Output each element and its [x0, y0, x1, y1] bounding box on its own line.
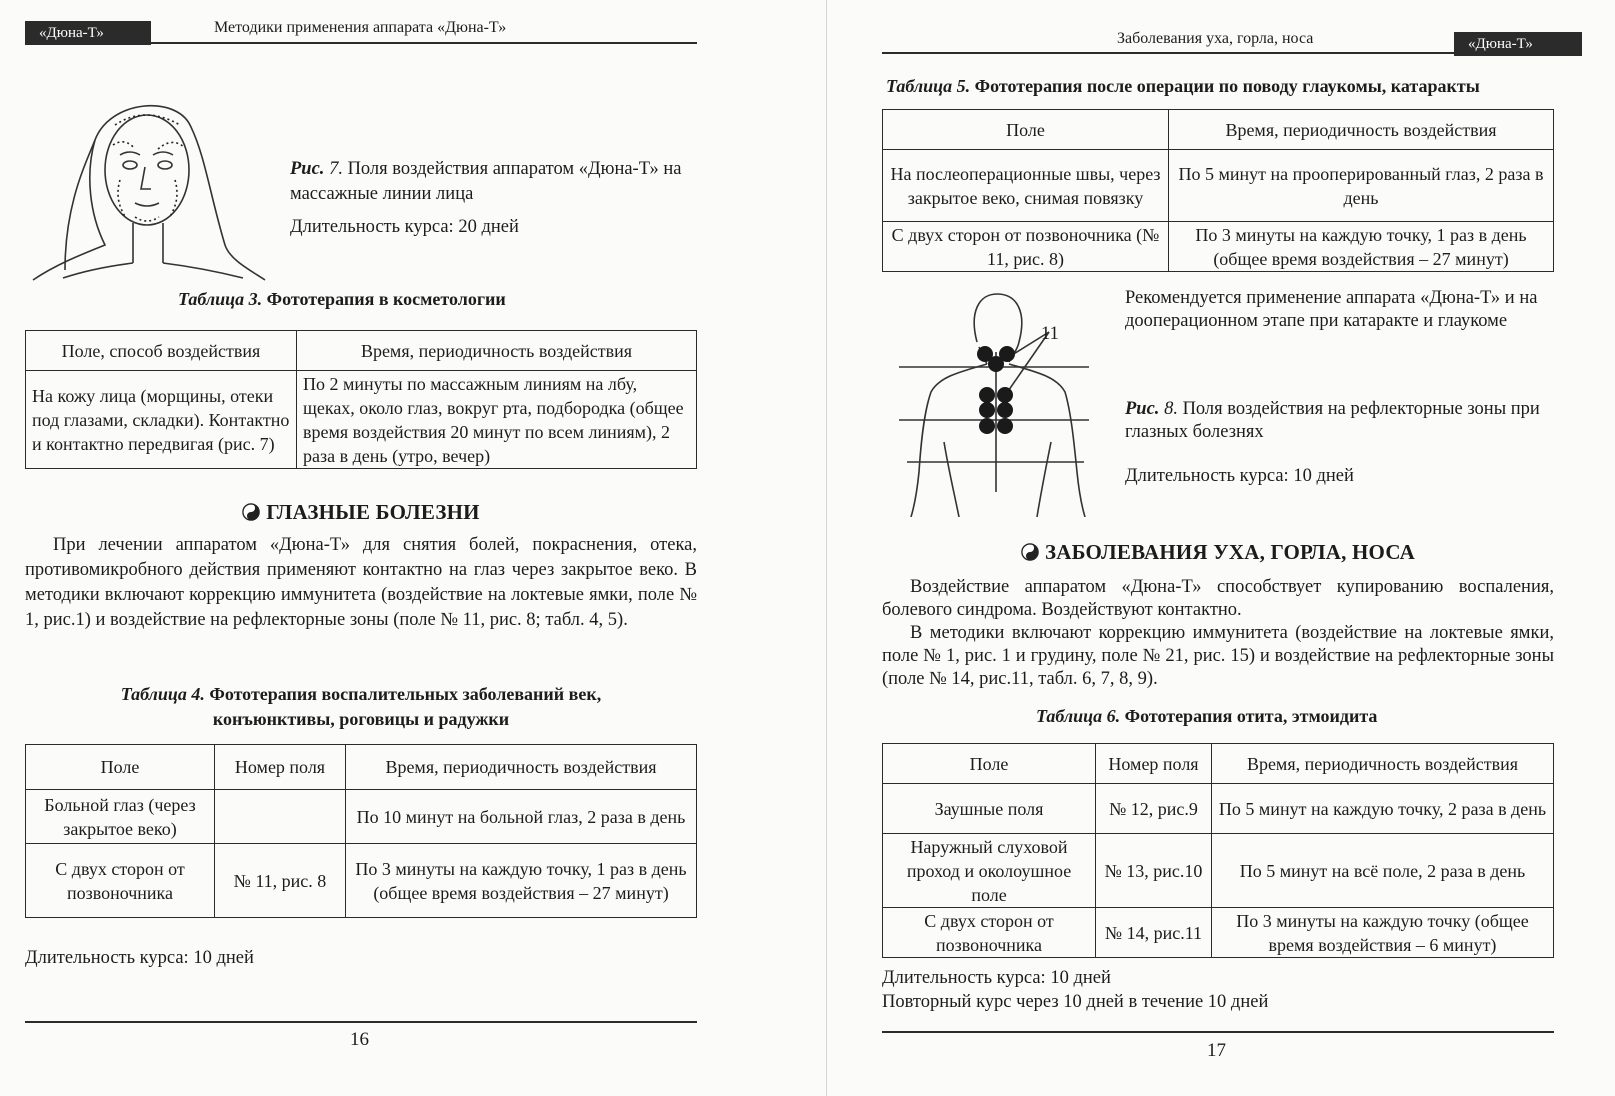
fig7-caption: Рис. 7. Поля воздействия аппаратом «Дюна-Т» на массажные линии лица — [290, 159, 682, 204]
table6-cell: № 14, рис.11 — [1096, 908, 1212, 958]
table5-header: Время, периодичность воздействия — [1169, 110, 1554, 150]
table4-header: Номер поля — [215, 745, 346, 790]
table5-header: Поле — [883, 110, 1169, 150]
table5-caption: Таблица 5. Фототерапия после операции по поводу глаукомы, катаракты — [886, 76, 1480, 96]
table5 — [882, 109, 1554, 272]
table3-cell: По 2 минуты по массажным линиям на лбу, щеках, около глаз, вокруг рта, подбородка (общее время воздействия 20 минут по всем линиям), 2 раза в день (утро, вечер) — [297, 371, 697, 469]
yin-yang-icon — [242, 503, 260, 521]
table6-cell: № 12, рис.9 — [1096, 784, 1212, 834]
face-outline — [105, 115, 189, 225]
footer-rule — [882, 1031, 1554, 1033]
header-title: Заболевания уха, горла, носа — [1117, 30, 1314, 47]
brand-badge: «Дюна-Т» — [25, 21, 151, 45]
fig7-course: Длительность курса: 20 дней — [290, 217, 519, 237]
hair-outline — [65, 106, 265, 280]
footer-rule — [25, 1021, 697, 1023]
table4-cell: По 3 минуты на каждую точку, 1 раз в день (общее время воздействия – 27 минут) — [346, 844, 697, 918]
table4-cell: Больной глаз (через закрытое веко) — [26, 790, 215, 844]
left-shoulder-arm — [911, 364, 987, 517]
eye-paragraph: При лечении аппаратом «Дюна-Т» для снятия болей, покраснения, отека, противомикробного действия применяют контактно на глаз через закрытое веко. В методики включают коррекцию иммунитета (воздействие на локтевые ямки, поле № 1, рис.1) и воздействие на рефлекторные зоны (поле № 11, рис. 8; табл. 4, 5). — [25, 535, 697, 630]
table5-cell: По 5 минут на прооперированный глаз, 2 раза в день — [1169, 150, 1554, 222]
page-number: 17 — [1207, 1040, 1226, 1061]
table4-cell: № 11, рис. 8 — [215, 844, 346, 918]
section-heading-ent: ЗАБОЛЕВАНИЯ УХА, ГОРЛА, НОСА — [882, 540, 1554, 565]
table3-caption: Таблица 3. Фототерапия в косметологии — [178, 289, 506, 309]
table6-cell: По 5 минут на всё поле, 2 раза в день — [1212, 834, 1554, 908]
table6 — [882, 743, 1554, 958]
table6-caption: Таблица 6. Фототерапия отита, этмоидита — [1036, 706, 1378, 726]
left-eye — [123, 161, 137, 169]
table5-cell: С двух сторон от позвоночника (№ 11, рис. 8) — [883, 222, 1169, 272]
table5-cell: По 3 минуты на каждую точку, 1 раз в день (общее время воздействия – 27 минут) — [1169, 222, 1554, 272]
eyebrows — [120, 152, 173, 155]
hair-left — [33, 140, 105, 280]
table6-header: Время, периодичность воздействия — [1212, 744, 1554, 784]
page-number: 16 — [350, 1029, 369, 1050]
table6-cell: С двух сторон от позвоночника — [883, 908, 1096, 958]
right-eye — [158, 161, 172, 169]
header-title: Методики применения аппарата «Дюна-Т» — [214, 19, 507, 36]
fig8-marker: 11 — [1041, 324, 1059, 344]
table4 — [25, 744, 697, 918]
table6-cell: По 5 минут на каждую точку, 2 раза в день — [1212, 784, 1554, 834]
table6-header: Номер поля — [1096, 744, 1212, 784]
recommendation-text: Рекомендуется применение аппарата «Дюна-Т» и на дооперационном этапе при катаракте и глаукоме — [1125, 288, 1538, 331]
table3-header: Время, периодичность воздействия — [297, 331, 697, 371]
table6-cell: По 3 минуты на каждую точку (общее время воздействия – 6 минут) — [1212, 908, 1554, 958]
right-shoulder-arm — [1009, 364, 1085, 517]
repeat-course: Повторный курс через 10 дней в течение 10 дней — [882, 992, 1269, 1012]
torso-sides — [944, 442, 1051, 517]
brand-badge: «Дюна-Т» — [1454, 32, 1582, 56]
table4-header: Время, периодичность воздействия — [346, 745, 697, 790]
ent-paragraph — [882, 576, 1554, 691]
table6-cell: Заушные поля — [883, 784, 1096, 834]
table3 — [25, 330, 697, 469]
mouth — [135, 203, 159, 206]
right-page — [826, 0, 1615, 1096]
table6-header: Поле — [883, 744, 1096, 784]
face-illustration — [25, 85, 275, 285]
fig8-caption: Рис. 8. Поля воздействия на рефлекторные зоны при глазных болезнях — [1125, 399, 1540, 442]
header-rule — [25, 42, 697, 44]
ent-paragraph-2: В методики включают коррекцию иммунитета (воздействие на локтевые ямки, поле № 1, рис. 1 и грудину, поле № 21, рис. 15) и воздействие на рефлекторные зоны (поле № 14, рис.11, табл. 6, 7, 8, 9). — [882, 623, 1554, 689]
massage-lines — [113, 115, 184, 221]
table4-cell — [215, 790, 346, 844]
table3-cell: На кожу лица (морщины, отеки под глазами, складки). Контактно и контактно передвигая (рис. 7) — [26, 371, 297, 469]
table4-cell: С двух сторон от позвоночника — [26, 844, 215, 918]
table3-header: Поле, способ воздействия — [26, 331, 297, 371]
section-heading-eye: ГЛАЗНЫЕ БОЛЕЗНИ — [25, 500, 697, 525]
course-duration: Длительность курса: 10 дней — [25, 948, 254, 968]
table4-caption: Таблица 4. Фототерапия воспалительных заболеваний век, конъюнктивы, роговицы и радужки — [120, 684, 602, 729]
yin-yang-icon — [1021, 543, 1039, 561]
header-rule — [882, 52, 1554, 54]
ent-paragraph-1: Воздействие аппаратом «Дюна-Т» способствует купированию воспаления, болевого синдрома. Воздействуют контактно. — [882, 577, 1554, 620]
back-illustration — [899, 292, 1099, 517]
fig8-course: Длительность курса: 10 дней — [1125, 466, 1354, 486]
table6-cell: № 13, рис.10 — [1096, 834, 1212, 908]
course-duration: Длительность курса: 10 дней — [882, 968, 1111, 988]
table4-header: Поле — [26, 745, 215, 790]
table5-cell: На послеоперационные швы, через закрытое веко, снимая повязку — [883, 150, 1169, 222]
table6-cell: Наружный слуховой проход и околоушное поле — [883, 834, 1096, 908]
table4-cell: По 10 минут на больной глаз, 2 раза в день — [346, 790, 697, 844]
nose — [141, 167, 151, 189]
